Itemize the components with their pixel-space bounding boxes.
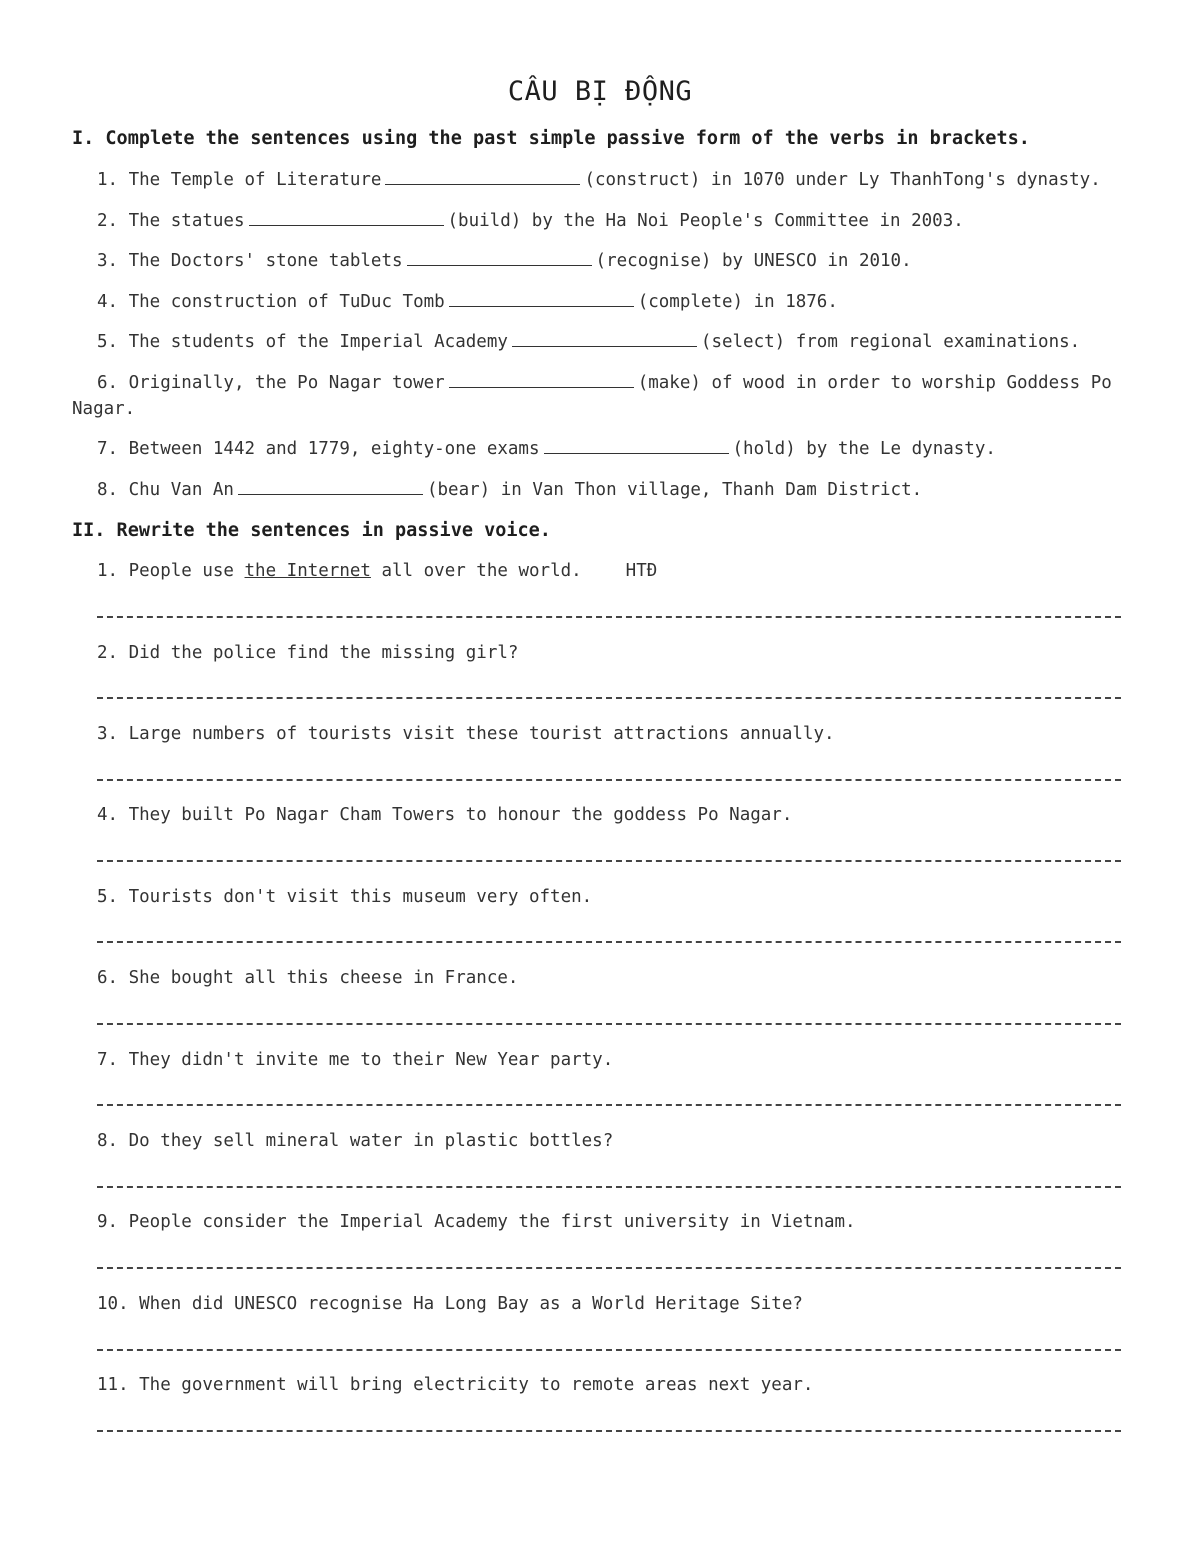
exercise-2-item: 6. She bought all this cheese in France.: [97, 968, 519, 988]
exercise-1-item: 3. The Doctors' stone tablets (recognise) by UNESCO in 2010.: [97, 251, 912, 271]
exercise-1-item-continuation: Nagar.: [72, 399, 136, 419]
answer-line[interactable]: [97, 1267, 1121, 1269]
exercise-2-item: 10. When did UNESCO recognise Ha Long Bay as a World Heritage Site?: [97, 1294, 803, 1314]
answer-blank[interactable]: [249, 211, 444, 226]
handwritten-note: HTĐ: [625, 561, 658, 581]
exercise-1-item: 4. The construction of TuDuc Tomb (complete) in 1876.: [97, 292, 838, 312]
exercise-1-item: 2. The statues (build) by the Ha Noi People's Committee in 2003.: [97, 211, 964, 231]
answer-line[interactable]: [97, 941, 1121, 943]
answer-line[interactable]: [97, 1430, 1121, 1432]
answer-blank[interactable]: [238, 480, 423, 495]
answer-line[interactable]: [97, 1104, 1121, 1106]
exercise-1-item: 6. Originally, the Po Nagar tower (make) of wood in order to worship Goddess Po: [97, 373, 1112, 393]
answer-line[interactable]: [97, 1349, 1121, 1351]
section-2-heading: II. Rewrite the sentences in passive voice.: [72, 520, 551, 541]
answer-line[interactable]: [97, 779, 1121, 781]
answer-blank[interactable]: [544, 439, 729, 454]
answer-blank[interactable]: [407, 251, 592, 266]
answer-line[interactable]: [97, 1186, 1121, 1188]
exercise-1-item: 8. Chu Van An (bear) in Van Thon village, Thanh Dam District.: [97, 480, 923, 500]
answer-blank[interactable]: [512, 332, 697, 347]
exercise-1-item: 1. The Temple of Literature (construct) in 1070 under Ly ThanhTong's dynasty.: [97, 170, 1101, 190]
answer-line[interactable]: [97, 1023, 1121, 1025]
answer-line[interactable]: [97, 860, 1121, 862]
answer-line[interactable]: [97, 616, 1121, 618]
exercise-2-item: 1. People use the Internet all over the world. HTĐ: [97, 561, 658, 581]
answer-blank[interactable]: [449, 373, 634, 388]
exercise-2-item: 7. They didn't invite me to their New Year party.: [97, 1050, 614, 1070]
exercise-2-item: 11. The government will bring electricity to remote areas next year.: [97, 1375, 814, 1395]
exercise-1-item: 5. The students of the Imperial Academy (select) from regional examinations.: [97, 332, 1081, 352]
exercise-2-item: 3. Large numbers of tourists visit these tourist attractions annually.: [97, 724, 835, 744]
answer-blank[interactable]: [385, 170, 580, 185]
answer-blank[interactable]: [449, 292, 634, 307]
exercise-2-item: 2. Did the police find the missing girl?: [97, 643, 519, 663]
exercise-2-item: 4. They built Po Nagar Cham Towers to honour the goddess Po Nagar.: [97, 805, 793, 825]
exercise-1-item: 7. Between 1442 and 1779, eighty-one exams (hold) by the Le dynasty.: [97, 439, 996, 459]
page-title: CÂU BỊ ĐỘNG: [507, 76, 693, 107]
exercise-2-item: 5. Tourists don't visit this museum very often.: [97, 887, 593, 907]
answer-line[interactable]: [97, 697, 1121, 699]
exercise-2-item: 8. Do they sell mineral water in plastic bottles?: [97, 1131, 614, 1151]
section-1-heading: I. Complete the sentences using the past simple passive form of the verbs in brackets.: [72, 128, 1030, 149]
exercise-2-item: 9. People consider the Imperial Academy the first university in Vietnam.: [97, 1212, 856, 1232]
